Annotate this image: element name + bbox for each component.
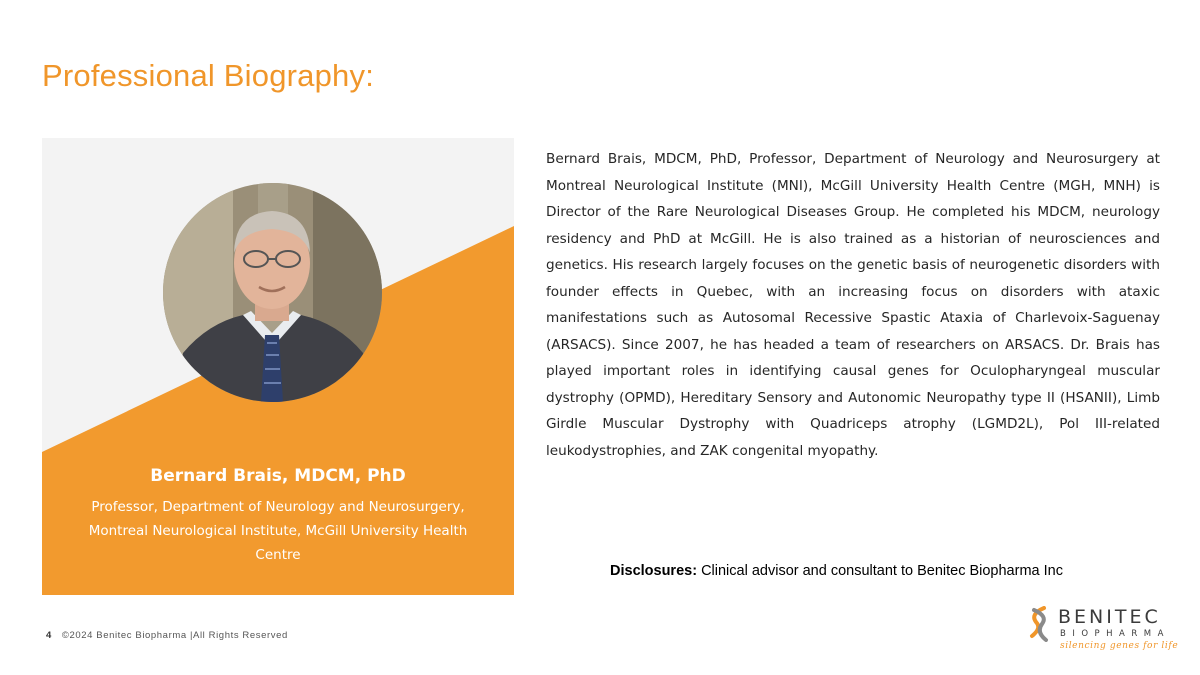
copyright-text: ©2024 Benitec Biopharma |All Rights Reserved — [61, 630, 288, 641]
profile-card — [42, 138, 514, 595]
page-number: 4 — [46, 630, 52, 641]
disclosures-label: Disclosures: — [610, 563, 698, 579]
page-title: Professional Biography: — [42, 58, 375, 93]
disclosures-text: Clinical advisor and consultant to Benitec Biopharma Inc — [697, 563, 1063, 579]
footer — [46, 630, 288, 641]
profile-role: Professor, Department of Neurology and Neurosurgery, Montreal Neurological Institute, McGill University Health Centre — [88, 499, 468, 563]
logo-subtitle: BIOPHARMA — [1060, 629, 1170, 639]
biography-text: Bernard Brais, MDCM, PhD, Professor, Department of Neurology and Neurosurgery at Montreal Neurological Institute (MNI), McGill University Health Centre (MGH, MNH) is Director of the Rare Neurological Diseases Group. He completed his MDCM, neurology residency and PhD at McGill. He is also trained as a historian of neurosciences and genetics. His research largely focuses on the genetic basis of neurogenetic disorders with founder effects in Quebec, with an increasing focus on disorders with ataxic manifestations such as Autosomal Recessive Spastic Ataxia of Charlevoix-Saguenay (ARSACS). Since 2007, he has headed a team of researchers on ARSACS. Dr. Brais has played important roles in identifying causal genes for Oculopharyngeal muscular dystrophy (OPMD), Hereditary Sensory and Autonomic Neuropathy type II (HSANII), Limb Girdle Muscular Dystrophy with Quadriceps atrophy (LGMD2L), Pol III-related leukodystrophies, and ZAK congenital myopathy. — [546, 151, 1160, 459]
disclosures — [610, 563, 1063, 579]
benitec-logo — [1026, 604, 1179, 654]
logo-tagline: silencing genes for life — [1060, 641, 1179, 651]
profile-photo — [163, 183, 382, 402]
logo-name: BENITEC — [1058, 606, 1161, 628]
profile-name: Bernard Brais, MDCM, PhD — [150, 466, 406, 486]
benitec-helix-icon — [1026, 606, 1052, 642]
